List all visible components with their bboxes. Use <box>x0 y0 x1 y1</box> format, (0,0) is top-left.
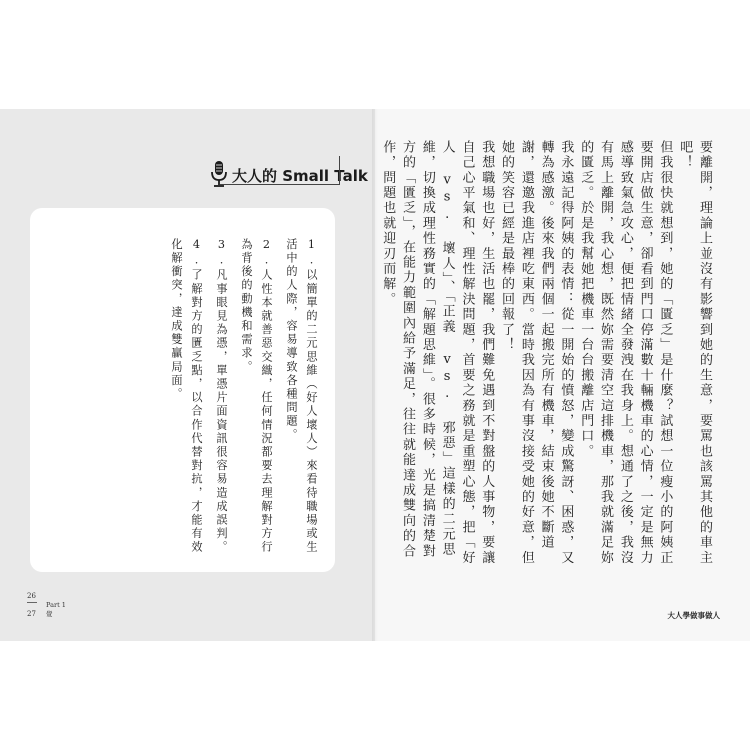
paragraph: 我想職場也好，生活也罷，我們難免遇到不對盤的人事物，要讓自己心平氣和、理性解決問題，首要之務就是重塑心態，把「好人 vs. 壞人」、「正義 vs. 邪惡」這樣的二元思維，切換成理性務實的「解題思維」。很多時候，光是搞清楚對方的「匱乏」，在能力範圍內給予滿足，往往就能達成雙向的合作，問題也就迎刃而解。 <box>380 140 495 566</box>
header-corner-line <box>339 156 340 184</box>
page-number-left: 26 <box>27 592 36 600</box>
summary-item: 3.凡事眼見為憑，單憑片面資訊很容易造成誤判。 <box>215 238 228 555</box>
summary-list <box>161 238 321 558</box>
part-title: 覺 <box>46 610 53 618</box>
part-label-group <box>46 601 66 619</box>
summary-box <box>30 208 335 572</box>
summary-item: 4.了解對方的匱乏點，以合作代替對抗，才能有效化解衝突，達成雙贏局面。 <box>170 238 203 555</box>
summary-item: 1.以簡單的二元思維（好人壞人）來看待職場或生活中的人際，容易導致各種問題。 <box>285 238 318 555</box>
summary-item: 2.人性本就善惡交織，任何情況都要去理解對方行為背後的動機和需求。 <box>240 238 273 555</box>
page-number-divider <box>27 602 37 603</box>
page-number-right: 27 <box>27 610 36 618</box>
paragraph: 要離開，理論上並沒有影響到她的生意，要罵也該罵其他的車主吧！ <box>677 140 712 566</box>
body-text <box>377 140 714 570</box>
paragraph: 我永遠記得阿姨的表情：從一開始的憤怒，變成驚訝、困惑，又轉為感激。後來我們兩個一起搬完所有機車，結束後她不斷道謝，還邀我進店裡吃東西。當時我因為有事沒接受她的好意，但她的笑容已經是最棒的回報了！ <box>499 140 574 566</box>
part-label: Part 1 <box>46 601 66 609</box>
paragraph: 但我很快就想到，她的「匱乏」是什麼？試想一位瘦小的阿姨正要開店做生意，卻看到門口停滿數十輛機車的心情，一定是無力感導致氣急攻心，便把情緒全發洩在我身上。想通了之後，我沒有馬上離開，我心想，既然妳需要清空這排機車，那我就滿足妳的匱乏。於是我幫她把機車一台台搬離店門口。 <box>578 140 673 566</box>
book-title: 大人學做事做人 <box>667 611 720 620</box>
section-title: 大人的 Small Talk <box>232 167 368 185</box>
header-underline <box>220 184 340 185</box>
